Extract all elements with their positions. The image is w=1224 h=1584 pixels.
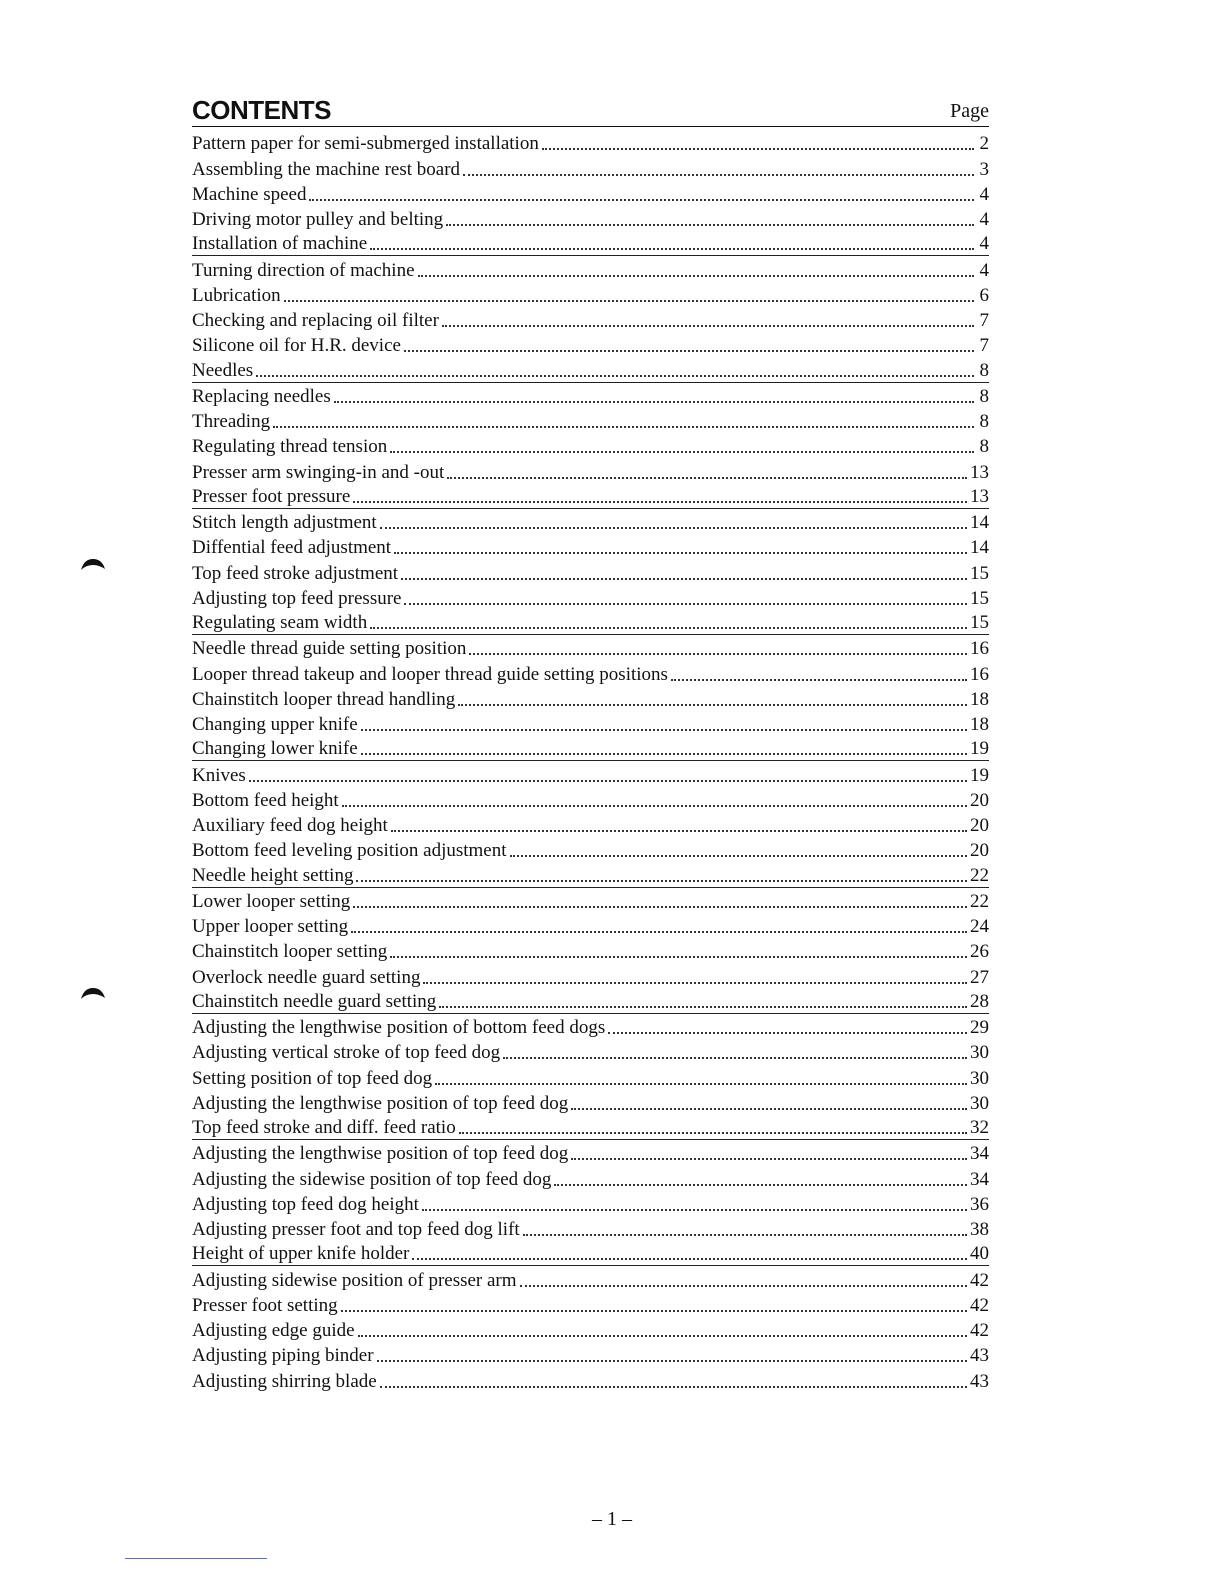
toc-entry (192, 534, 989, 559)
toc-entry-page: 15 (970, 612, 989, 633)
dot-leader (404, 338, 974, 352)
toc-entry-page: 6 (979, 284, 989, 306)
toc-entry-title: Adjusting vertical stroke of top feed dog (192, 1042, 501, 1064)
toc-entry-title: Turning direction of machine (192, 259, 415, 281)
toc-entry-title: Driving motor pulley and belting (192, 209, 444, 230)
dot-leader (447, 465, 967, 479)
dot-leader (394, 540, 967, 554)
dot-leader (404, 591, 967, 605)
toc-entry-title: Pattern paper for semi-submerged installation (192, 133, 539, 155)
dot-leader (380, 515, 967, 529)
toc-entry (192, 1317, 989, 1342)
toc-entry (192, 383, 989, 408)
toc-entry-title: Replacing needles (192, 385, 331, 407)
dot-leader (309, 187, 974, 201)
toc-entry-page: 8 (979, 436, 989, 458)
toc-entry-page: 42 (970, 1269, 989, 1291)
toc-entry-page: 20 (970, 789, 989, 811)
toc-entry-title: Adjusting the sidewise position of top feed dog (192, 1168, 552, 1190)
toc-entry-title: Regulating seam width (192, 612, 368, 633)
toc-entry-title: Installation of machine (192, 233, 368, 255)
dot-leader (463, 162, 974, 176)
toc-entry-title: Needle height setting (192, 864, 354, 886)
toc-entry-title: Assembling the machine rest board (192, 158, 461, 180)
toc-entry (192, 484, 989, 509)
table-of-contents (192, 130, 989, 1393)
dot-leader (342, 793, 967, 807)
dot-leader (273, 414, 974, 428)
toc-entry-page: 3 (979, 158, 989, 180)
toc-entry-page: 22 (970, 890, 989, 912)
scan-edge-line (125, 1558, 267, 1559)
toc-entry (192, 787, 989, 812)
dot-leader (503, 1045, 967, 1059)
toc-entry-title: Lower looper setting (192, 890, 351, 912)
toc-entry-title: Adjusting presser foot and top feed dog lift (192, 1219, 520, 1240)
dot-leader (418, 263, 974, 277)
toc-entry-page: 8 (979, 411, 989, 432)
toc-entry-title: Presser arm swinging-in and -out (192, 461, 445, 483)
toc-entry (192, 1266, 989, 1291)
toc-entry-page: 43 (970, 1345, 989, 1367)
toc-entry-page: 24 (970, 916, 989, 937)
dot-leader (571, 1146, 967, 1160)
toc-entry-page: 22 (970, 864, 989, 886)
toc-entry-page: 43 (970, 1370, 989, 1392)
dot-leader (442, 313, 974, 327)
toc-entry (192, 1342, 989, 1367)
page-number: – 1 – (592, 1508, 632, 1530)
toc-entry-page: 34 (970, 1168, 989, 1190)
toc-entry-page: 26 (970, 941, 989, 963)
toc-entry-title: Overlock needle guard setting (192, 966, 421, 988)
toc-entry (192, 610, 989, 635)
dot-leader (353, 894, 967, 908)
toc-entry-title: Changing lower knife (192, 738, 358, 760)
dot-leader (510, 843, 967, 857)
dot-leader (446, 212, 974, 226)
toc-entry-page: 36 (970, 1193, 989, 1215)
toc-entry (192, 1191, 989, 1216)
toc-entry (192, 155, 989, 180)
dot-leader (380, 1374, 967, 1388)
toc-entry-page: 30 (970, 1092, 989, 1114)
dot-leader (361, 717, 967, 731)
toc-entry-page: 8 (979, 385, 989, 407)
toc-entry-page: 19 (970, 738, 989, 760)
toc-entry (192, 686, 989, 711)
toc-entry-page: 15 (970, 562, 989, 584)
toc-entry-title: Diffential feed adjustment (192, 537, 392, 559)
dot-leader (370, 236, 974, 250)
toc-entry (192, 206, 989, 231)
dot-leader (671, 667, 967, 681)
dot-leader (423, 970, 967, 984)
dot-leader (377, 1348, 967, 1362)
toc-entry (192, 509, 989, 534)
toc-entry (192, 357, 989, 382)
toc-entry-title: Chainstitch looper setting (192, 941, 388, 963)
toc-entry-page: 15 (970, 587, 989, 609)
toc-entry-title: Silicone oil for H.R. device (192, 335, 401, 357)
toc-entry-title: Adjusting shirring blade (192, 1370, 377, 1392)
toc-entry-page: 2 (979, 133, 989, 155)
toc-entry-title: Auxiliary feed dog height (192, 815, 388, 836)
toc-entry (192, 1014, 989, 1039)
dot-leader (523, 1222, 967, 1236)
toc-entry-title: Chainstitch needle guard setting (192, 990, 437, 1012)
dot-leader (356, 868, 967, 882)
toc-entry (192, 1140, 989, 1165)
dot-leader (422, 1197, 967, 1211)
dot-leader (458, 692, 967, 706)
toc-entry (192, 635, 989, 660)
toc-entry-title: Adjusting top feed dog height (192, 1193, 419, 1215)
binder-hole-mark-icon (80, 557, 106, 571)
dot-leader (571, 1096, 967, 1110)
toc-entry (192, 1292, 989, 1317)
dot-leader (358, 1323, 967, 1337)
toc-entry-title: Checking and replacing oil filter (192, 310, 439, 331)
toc-entry-title: Presser foot pressure (192, 485, 351, 507)
toc-entry-page: 20 (970, 815, 989, 836)
toc-entry-page: 7 (979, 335, 989, 357)
toc-entry-page: 30 (970, 1042, 989, 1064)
toc-entry-page: 34 (970, 1143, 989, 1165)
toc-entry (192, 1115, 989, 1140)
toc-entry (192, 559, 989, 584)
toc-entry (192, 812, 989, 837)
toc-entry-page: 4 (979, 209, 989, 230)
toc-entry-page: 18 (970, 714, 989, 735)
toc-entry (192, 736, 989, 761)
toc-entry-page: 32 (970, 1117, 989, 1138)
toc-entry (192, 837, 989, 862)
toc-entry-title: Top feed stroke and diff. feed ratio (192, 1117, 456, 1138)
toc-entry-title: Adjusting the lengthwise position of bottom feed dogs (192, 1017, 606, 1038)
toc-entry (192, 1064, 989, 1089)
toc-entry-page: 13 (970, 461, 989, 483)
toc-entry-title: Adjusting sidewise position of presser arm (192, 1269, 517, 1291)
toc-entry-title: Machine speed (192, 183, 307, 205)
toc-entry (192, 888, 989, 913)
toc-entry-page: 13 (970, 485, 989, 507)
dot-leader (542, 136, 974, 150)
dot-leader (412, 1246, 967, 1260)
dot-leader (390, 439, 974, 453)
toc-entry-title: Adjusting the lengthwise position of top feed dog (192, 1143, 569, 1165)
toc-entry-title: Bottom feed leveling position adjustment (192, 840, 507, 862)
toc-entry-title: Stitch length adjustment (192, 512, 377, 533)
toc-entry-page: 40 (970, 1243, 989, 1265)
toc-entry-page: 28 (970, 990, 989, 1012)
toc-entry-title: Adjusting edge guide (192, 1320, 355, 1341)
toc-entry (192, 989, 989, 1014)
dot-leader (353, 489, 967, 503)
toc-entry-title: Threading (192, 411, 271, 432)
page-title: CONTENTS (192, 95, 331, 125)
toc-entry-page: 29 (970, 1017, 989, 1038)
dot-leader (361, 741, 967, 755)
toc-entry-title: Changing upper knife (192, 714, 358, 735)
toc-entry-page: 42 (970, 1320, 989, 1341)
dot-leader (249, 768, 967, 782)
dot-leader (334, 389, 974, 403)
dot-leader (370, 615, 967, 629)
toc-entry (192, 1090, 989, 1115)
toc-entry-page: 27 (970, 966, 989, 988)
toc-entry-page: 16 (970, 663, 989, 685)
toc-entry-title: Needles (192, 359, 254, 381)
toc-entry-page: 14 (970, 512, 989, 533)
toc-entry (192, 660, 989, 685)
toc-entry (192, 282, 989, 307)
toc-entry (192, 130, 989, 155)
toc-entry (192, 433, 989, 458)
toc-entry (192, 458, 989, 483)
dot-leader (284, 288, 974, 302)
toc-entry-title: Presser foot setting (192, 1294, 338, 1316)
dot-leader (341, 1298, 967, 1312)
toc-entry (192, 938, 989, 963)
toc-entry (192, 862, 989, 887)
binder-hole-mark-icon (80, 986, 106, 1000)
toc-entry (192, 585, 989, 610)
dot-leader (469, 641, 967, 655)
toc-entry (192, 181, 989, 206)
toc-entry-page: 16 (970, 638, 989, 660)
toc-entry-page: 4 (979, 259, 989, 281)
toc-entry-page: 4 (979, 183, 989, 205)
toc-entry-title: Top feed stroke adjustment (192, 562, 399, 584)
toc-entry-page: 20 (970, 840, 989, 862)
toc-entry-title: Adjusting piping binder (192, 1345, 374, 1367)
toc-entry-title: Regulating thread tension (192, 436, 388, 458)
contents-header (192, 94, 989, 127)
toc-entry-page: 38 (970, 1219, 989, 1240)
dot-leader (390, 944, 967, 958)
page-column-label: Page (950, 100, 989, 122)
toc-entry-title: Needle thread guide setting position (192, 638, 467, 660)
dot-leader (256, 363, 974, 377)
dot-leader (520, 1273, 967, 1287)
dot-leader (608, 1020, 967, 1034)
toc-entry-title: Bottom feed height (192, 789, 339, 811)
toc-entry (192, 913, 989, 938)
toc-entry-page: 14 (970, 537, 989, 559)
dot-leader (554, 1172, 967, 1186)
toc-entry-title: Looper thread takeup and looper thread guide setting positions (192, 663, 668, 685)
toc-entry (192, 963, 989, 988)
dot-leader (391, 818, 967, 832)
toc-entry (192, 307, 989, 332)
toc-entry-page: 30 (970, 1067, 989, 1089)
toc-entry-title: Adjusting the lengthwise position of top feed dog (192, 1092, 569, 1114)
toc-entry-title: Lubrication (192, 284, 281, 306)
dot-leader (435, 1071, 967, 1085)
toc-entry (192, 1165, 989, 1190)
toc-entry-title: Setting position of top feed dog (192, 1067, 433, 1089)
toc-entry-page: 42 (970, 1294, 989, 1316)
toc-entry-page: 7 (979, 310, 989, 331)
toc-entry (192, 711, 989, 736)
toc-entry (192, 408, 989, 433)
toc-entry-title: Upper looper setting (192, 916, 349, 937)
dot-leader (351, 919, 967, 933)
toc-entry-title: Knives (192, 764, 246, 786)
toc-entry-title: Chainstitch looper thread handling (192, 688, 456, 710)
dot-leader (439, 994, 967, 1008)
toc-entry (192, 1367, 989, 1392)
toc-entry-page: 18 (970, 688, 989, 710)
toc-entry (192, 1039, 989, 1064)
toc-entry-page: 8 (979, 359, 989, 381)
toc-entry (192, 332, 989, 357)
dot-leader (459, 1120, 967, 1134)
toc-entry (192, 256, 989, 281)
toc-entry (192, 1216, 989, 1241)
toc-entry (192, 231, 989, 256)
toc-entry-title: Height of upper knife holder (192, 1243, 410, 1265)
toc-entry-page: 19 (970, 764, 989, 786)
toc-entry-title: Adjusting top feed pressure (192, 587, 402, 609)
toc-entry-page: 4 (979, 233, 989, 255)
dot-leader (401, 566, 967, 580)
toc-entry (192, 761, 989, 786)
toc-entry (192, 1241, 989, 1266)
